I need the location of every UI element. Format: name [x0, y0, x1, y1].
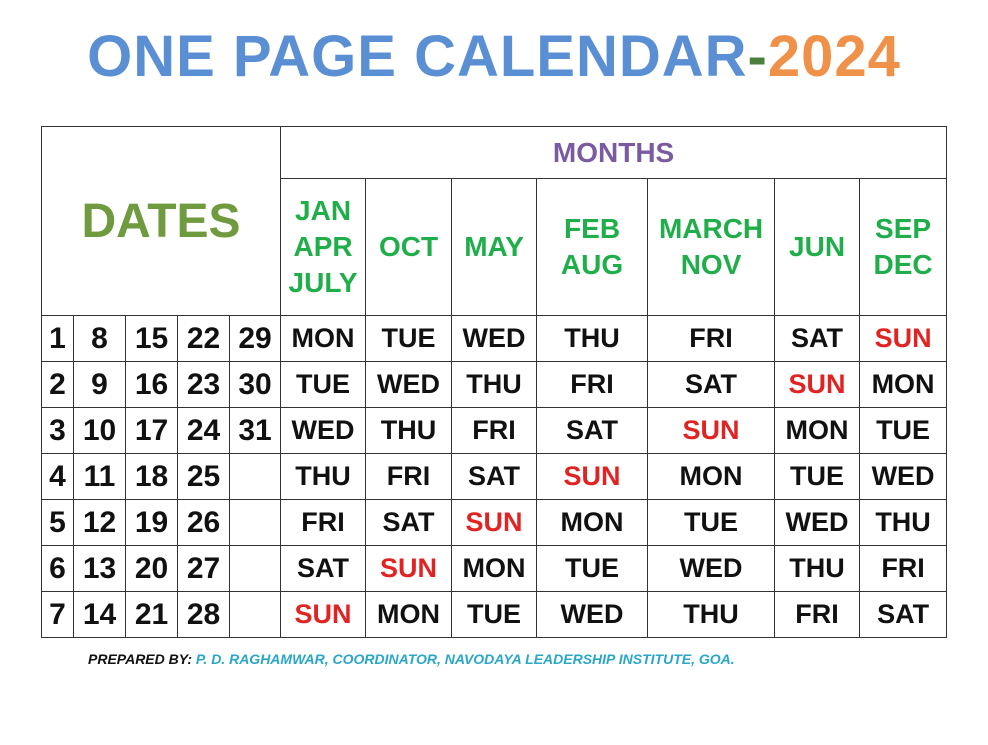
weekday-cell: SUN [860, 316, 947, 362]
date-cell: 21 [126, 592, 178, 638]
weekday-cell: FRI [452, 408, 537, 454]
weekday-cell: SUN [537, 454, 648, 500]
weekday-cell: SAT [537, 408, 648, 454]
month-name: SEP [875, 213, 932, 245]
weekday-cell: THU [452, 362, 537, 408]
title-main: ONE PAGE CALENDAR [87, 24, 748, 89]
weekday-cell: WED [775, 500, 860, 546]
date-cell: 12 [74, 500, 126, 546]
weekday-cell: MON [366, 592, 452, 638]
date-cell: 9 [74, 362, 126, 408]
weekday-cell: WED [366, 362, 452, 408]
table-row [42, 500, 947, 546]
date-cell: 29 [230, 316, 281, 362]
table-row [42, 546, 947, 592]
date-cell: 26 [178, 500, 230, 546]
weekday-cell: TUE [366, 316, 452, 362]
date-cell: 24 [178, 408, 230, 454]
month-header-cell [452, 179, 537, 316]
title-dash: - [747, 24, 768, 89]
weekday-cell: SAT [648, 362, 775, 408]
weekday-cell: MON [452, 546, 537, 592]
weekday-cell: FRI [860, 546, 947, 592]
page-title [0, 24, 988, 89]
weekday-cell: FRI [775, 592, 860, 638]
date-cell [230, 592, 281, 638]
weekday-cell: SUN [366, 546, 452, 592]
calendar-table [41, 126, 947, 638]
month-header-cell [860, 179, 947, 316]
weekday-cell: WED [537, 592, 648, 638]
weekday-cell: THU [648, 592, 775, 638]
footer-credit [88, 651, 735, 667]
weekday-cell: SAT [281, 546, 366, 592]
title-year: 2024 [767, 24, 901, 89]
month-header-cell [537, 179, 648, 316]
month-name: JUN [789, 231, 846, 263]
months-header: MONTHS [281, 127, 947, 179]
weekday-cell: WED [860, 454, 947, 500]
weekday-cell: FRI [281, 500, 366, 546]
month-header-cell [648, 179, 775, 316]
weekday-cell: THU [775, 546, 860, 592]
table-row [42, 592, 947, 638]
weekday-cell: TUE [452, 592, 537, 638]
date-cell: 1 [42, 316, 74, 362]
date-cell: 8 [74, 316, 126, 362]
footer-author: P. D. RAGHAMWAR, COORDINATOR, NAVODAYA LEADERSHIP INSTITUTE, GOA. [195, 651, 735, 667]
date-cell: 31 [230, 408, 281, 454]
weekday-cell: SAT [366, 500, 452, 546]
footer-label: PREPARED BY: [88, 651, 192, 667]
month-name: APR [293, 231, 353, 263]
weekday-cell: WED [452, 316, 537, 362]
month-header-cell [281, 179, 366, 316]
date-cell: 23 [178, 362, 230, 408]
date-cell: 2 [42, 362, 74, 408]
month-name: MAY [464, 231, 524, 263]
dates-header: DATES [42, 127, 281, 316]
weekday-cell: SUN [452, 500, 537, 546]
date-cell: 14 [74, 592, 126, 638]
weekday-cell: TUE [648, 500, 775, 546]
weekday-cell: WED [648, 546, 775, 592]
weekday-cell: SUN [281, 592, 366, 638]
weekday-cell: TUE [537, 546, 648, 592]
month-name: DEC [873, 249, 933, 280]
date-cell: 10 [74, 408, 126, 454]
date-cell: 22 [178, 316, 230, 362]
weekday-cell: TUE [860, 408, 947, 454]
date-cell: 16 [126, 362, 178, 408]
weekday-cell: THU [281, 454, 366, 500]
weekday-cell: SUN [648, 408, 775, 454]
month-name: AUG [560, 249, 624, 280]
weekday-cell: MON [860, 362, 947, 408]
weekday-cell: FRI [366, 454, 452, 500]
weekday-cell: THU [860, 500, 947, 546]
weekday-cell: MON [281, 316, 366, 362]
month-name: MARCH [658, 213, 764, 245]
month-name: OCT [378, 231, 439, 263]
date-cell: 5 [42, 500, 74, 546]
date-cell: 30 [230, 362, 281, 408]
weekday-cell: SAT [452, 454, 537, 500]
date-cell: 4 [42, 454, 74, 500]
date-cell: 28 [178, 592, 230, 638]
table-row [42, 362, 947, 408]
weekday-cell: MON [775, 408, 860, 454]
month-header-cell [366, 179, 452, 316]
weekday-cell: SAT [775, 316, 860, 362]
weekday-cell: THU [366, 408, 452, 454]
date-cell: 15 [126, 316, 178, 362]
weekday-cell: FRI [648, 316, 775, 362]
month-name: JAN [295, 195, 352, 227]
weekday-cell: MON [648, 454, 775, 500]
weekday-cell: TUE [775, 454, 860, 500]
date-cell: 6 [42, 546, 74, 592]
table-row [42, 408, 947, 454]
weekday-cell: TUE [281, 362, 366, 408]
table-row [42, 316, 947, 362]
date-cell: 3 [42, 408, 74, 454]
date-cell [230, 546, 281, 592]
weekday-cell: MON [537, 500, 648, 546]
weekday-cell: FRI [537, 362, 648, 408]
date-cell [230, 500, 281, 546]
month-name: FEB [564, 213, 621, 245]
date-cell [230, 454, 281, 500]
weekday-cell: WED [281, 408, 366, 454]
weekday-cell: SUN [775, 362, 860, 408]
date-cell: 7 [42, 592, 74, 638]
date-cell: 11 [74, 454, 126, 500]
month-name: JULY [288, 266, 358, 298]
date-cell: 27 [178, 546, 230, 592]
date-cell: 25 [178, 454, 230, 500]
date-cell: 18 [126, 454, 178, 500]
weekday-cell: SAT [860, 592, 947, 638]
date-cell: 17 [126, 408, 178, 454]
date-cell: 13 [74, 546, 126, 592]
month-header-cell [775, 179, 860, 316]
date-cell: 20 [126, 546, 178, 592]
month-name: NOV [680, 249, 742, 280]
weekday-cell: THU [537, 316, 648, 362]
date-cell: 19 [126, 500, 178, 546]
table-row [42, 454, 947, 500]
